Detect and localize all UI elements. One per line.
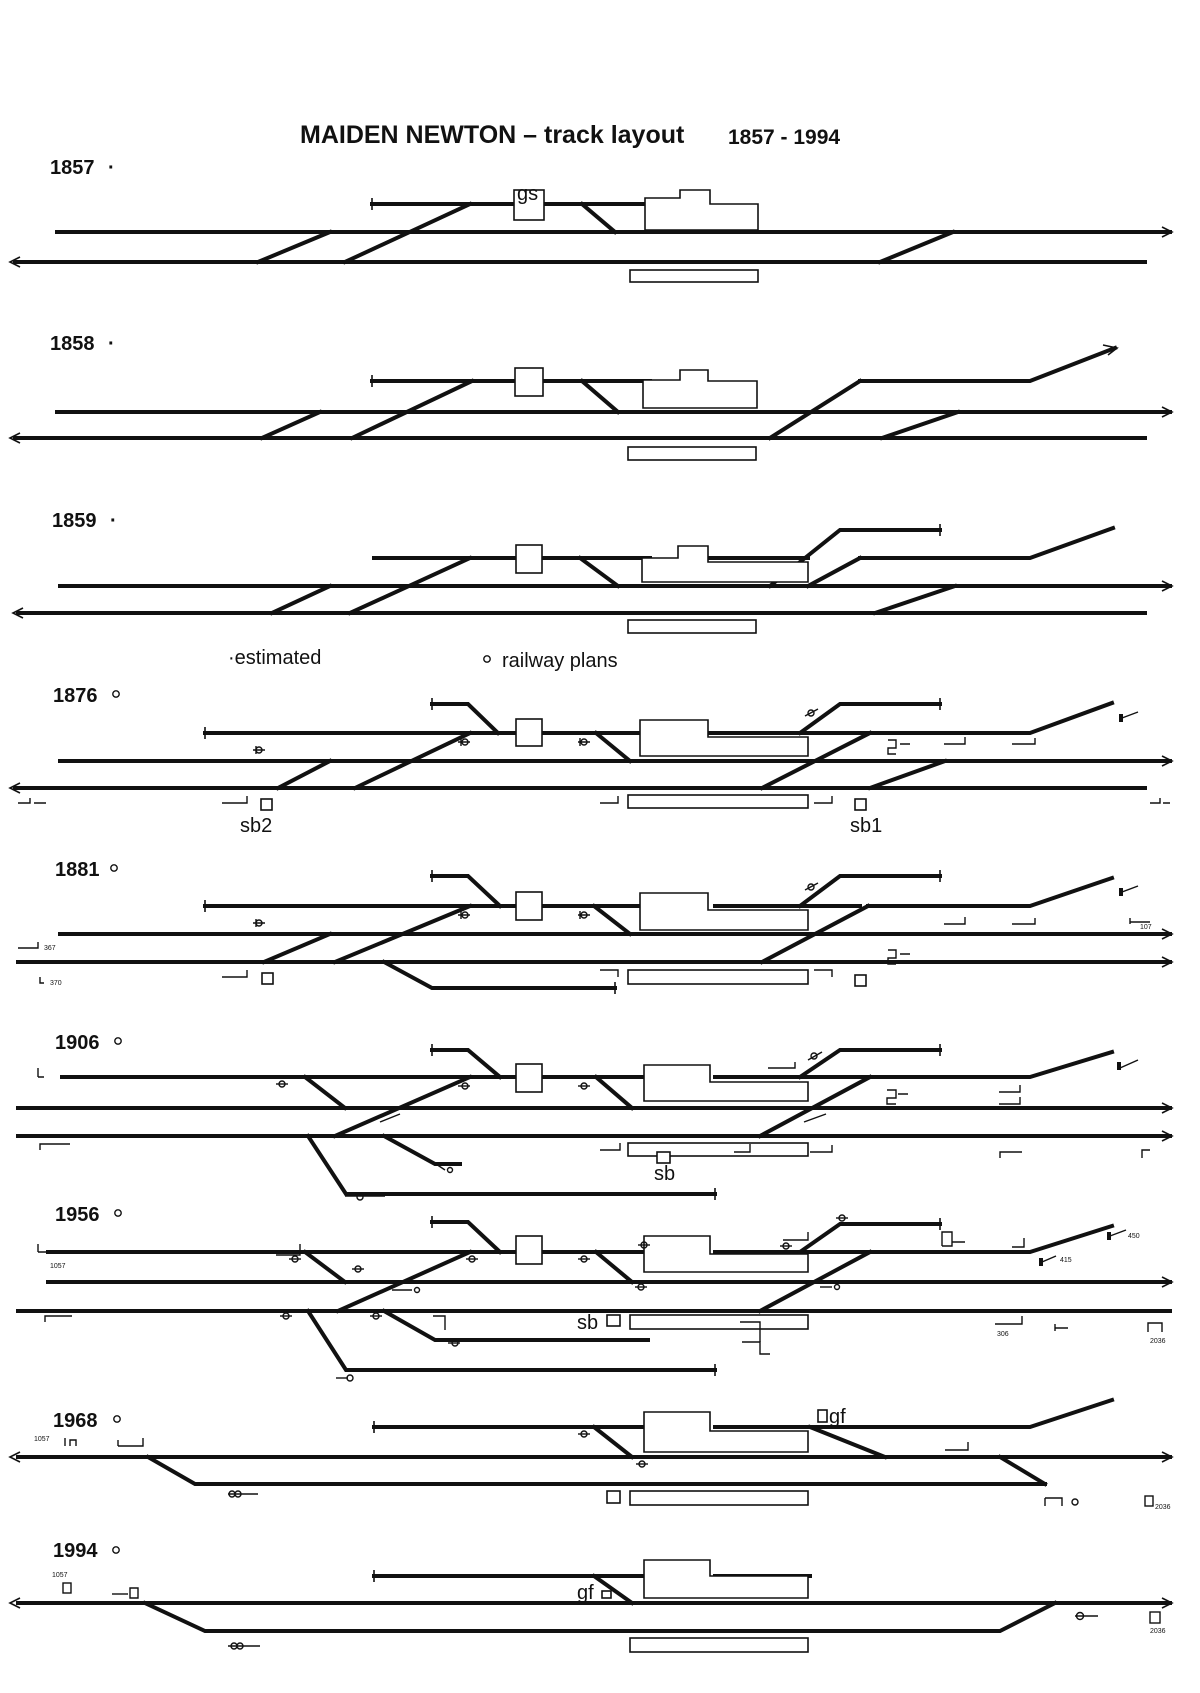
platform — [630, 1315, 808, 1329]
legend — [228, 647, 618, 672]
panel-source-mark: · — [108, 333, 115, 355]
diagram-title: MAIDEN NEWTON – track layout — [300, 121, 685, 149]
goods-shed — [516, 892, 542, 920]
signal-number: 2036 — [1150, 1628, 1166, 1635]
signal-box — [607, 1491, 620, 1503]
station-building — [643, 370, 757, 408]
ground-frame — [602, 1591, 611, 1598]
station-building — [640, 720, 808, 756]
tracks — [15, 703, 1170, 788]
signal-number: 1057 — [52, 1572, 68, 1579]
signal-box-sb2 — [261, 799, 272, 810]
legend-railway-plans: railway plans — [502, 650, 618, 672]
goods-shed — [516, 545, 542, 573]
signal-number: 1057 — [50, 1263, 66, 1270]
panel-year: 1876 — [53, 685, 98, 707]
signal-number: 306 — [997, 1331, 1009, 1338]
signals — [38, 1052, 1150, 1200]
tracks — [18, 1222, 1170, 1370]
panel-year: 1968 — [53, 1410, 98, 1432]
panel-year: 1994 — [53, 1540, 98, 1562]
panel-source-mark: · — [108, 157, 115, 179]
station-building — [642, 546, 808, 582]
signal-number: 370 — [50, 980, 62, 987]
signal-number: 107 — [1140, 924, 1152, 931]
signal-number: 450 — [1128, 1233, 1140, 1240]
panel-1858 — [10, 333, 1172, 460]
goods-shed — [516, 1064, 542, 1092]
panel-source-mark: · — [110, 510, 117, 532]
panel-year: 1857 — [50, 157, 95, 179]
platform — [630, 1491, 808, 1505]
panel-1881 — [18, 859, 1172, 994]
goods-shed — [515, 368, 543, 396]
panel-1994 — [10, 1540, 1172, 1652]
tracks — [18, 1050, 1170, 1194]
signal-box-label: sb1 — [850, 815, 883, 837]
tracks — [18, 1400, 1170, 1484]
station-building — [645, 190, 758, 230]
signal-box — [855, 975, 866, 986]
signal-box-label: sb — [577, 1312, 599, 1334]
panel-year: 1956 — [55, 1204, 100, 1226]
tracks — [15, 348, 1170, 438]
panel-year: 1859 — [52, 510, 97, 532]
panel-year: 1906 — [55, 1032, 100, 1054]
goods-shed — [516, 719, 542, 746]
platform — [628, 620, 756, 633]
panel-source-mark — [115, 1038, 121, 1044]
station-building — [644, 1065, 808, 1101]
signal-number: 367 — [44, 945, 56, 952]
ground-frame-label: gf — [577, 1582, 594, 1604]
platform — [628, 795, 808, 808]
platform — [628, 447, 756, 460]
tracks — [18, 876, 1170, 988]
platform — [630, 1638, 808, 1652]
signal-number: 415 — [1060, 1257, 1072, 1264]
station-building — [644, 1412, 808, 1452]
legend-estimated: ·estimated — [228, 647, 322, 669]
signals — [38, 1215, 1162, 1381]
panel-1906 — [18, 1032, 1172, 1200]
panel-source-mark — [113, 1547, 119, 1553]
signal-number: 2036 — [1150, 1338, 1166, 1345]
platform — [630, 270, 758, 282]
panel-1968 — [10, 1400, 1172, 1511]
panel-1876 — [10, 685, 1172, 837]
panel-source-mark — [115, 1210, 121, 1216]
tracks — [18, 1576, 1170, 1631]
signal-number: 1057 — [34, 1436, 50, 1443]
station-building — [644, 1560, 808, 1598]
signal-box-label: sb — [654, 1163, 676, 1185]
signal-number: 2036 — [1155, 1504, 1171, 1511]
panel-source-mark — [111, 865, 117, 871]
signal-box-label: sb2 — [240, 815, 273, 837]
signal-box — [262, 973, 273, 984]
panel-source-mark — [114, 1416, 120, 1422]
goods-shed — [516, 1236, 542, 1264]
station-building — [644, 1236, 808, 1272]
panel-1859 — [13, 510, 1172, 633]
panel-1956 — [18, 1204, 1172, 1381]
platform — [628, 970, 808, 984]
panel-year: 1858 — [50, 333, 95, 355]
ground-frame — [818, 1410, 827, 1422]
goods-shed-label: gs — [517, 183, 539, 205]
panel-year: 1881 — [55, 859, 100, 881]
tracks — [18, 528, 1170, 613]
railway-plans-symbol — [484, 656, 490, 662]
signal-box-sb1 — [855, 799, 866, 810]
platform — [628, 1143, 808, 1156]
signal-box — [657, 1152, 670, 1163]
ground-frame-label: gf — [829, 1406, 846, 1428]
panel-source-mark — [113, 691, 119, 697]
station-building — [640, 893, 808, 930]
signal-box — [607, 1315, 620, 1326]
panel-1857 — [10, 157, 1172, 282]
tracks — [15, 204, 1170, 262]
diagram-title-years: 1857 - 1994 — [728, 126, 841, 149]
